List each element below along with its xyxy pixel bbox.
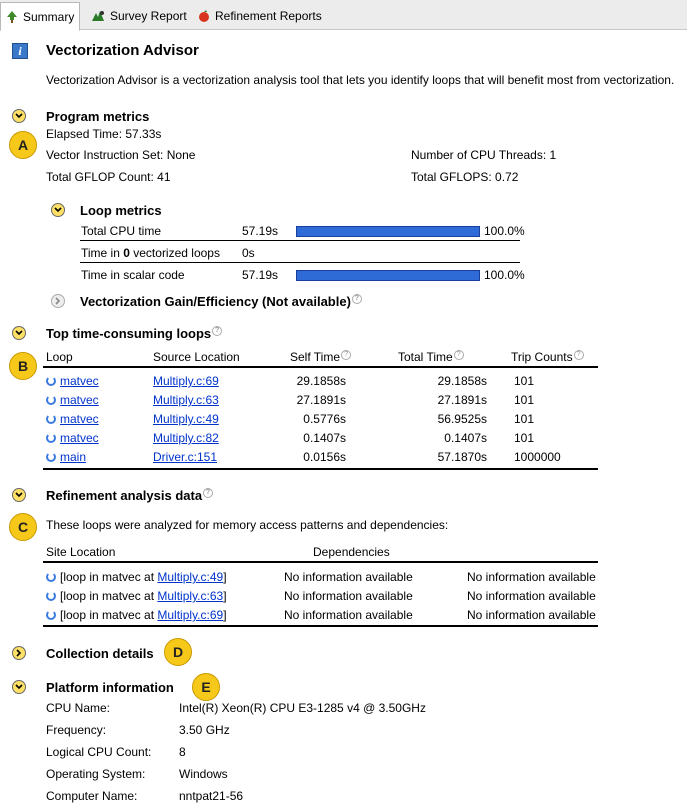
chevron-down-icon — [15, 684, 23, 690]
loop-link[interactable]: matvec — [46, 431, 99, 445]
platform-value: 3.50 GHz — [179, 723, 230, 737]
memory-access-cell: No information available — [467, 570, 596, 584]
loop-icon — [46, 452, 56, 462]
platform-title: Platform information — [46, 680, 174, 695]
vectorization-gain-toggle[interactable] — [51, 294, 65, 308]
column-header-site-location: Site Location — [46, 545, 116, 559]
column-header-self-time[interactable]: Self Time ? — [290, 350, 351, 364]
loop-link[interactable]: matvec — [46, 374, 99, 388]
source-location-link[interactable]: Multiply.c:63 — [153, 393, 219, 407]
callout-badge-c: C — [9, 513, 37, 541]
tab-bar — [0, 0, 687, 30]
total-time-cell: 56.9525s — [437, 412, 487, 426]
platform-label: Computer Name: — [46, 789, 138, 803]
loop-metric-value: 57.19s — [242, 224, 279, 238]
column-header-trip-counts[interactable]: Trip Counts ? — [511, 350, 584, 364]
table-footer-rule — [43, 625, 598, 627]
loop-icon — [46, 610, 56, 620]
source-location-link[interactable]: Multiply.c:69 — [157, 608, 224, 622]
help-icon[interactable]: ? — [341, 350, 351, 360]
info-icon: i — [12, 43, 28, 59]
cpu-threads: Number of CPU Threads: 1 — [411, 148, 557, 162]
chevron-right-icon — [55, 297, 61, 305]
loop-metric-value: 0s — [242, 246, 255, 260]
help-icon[interactable]: ? — [574, 350, 584, 360]
total-gflops: Total GFLOPS: 0.72 — [411, 170, 519, 184]
total-time-cell: 27.1891s — [437, 393, 487, 407]
callout-badge-d: D — [164, 638, 192, 666]
tree-icon — [5, 10, 19, 24]
source-location-link[interactable]: Multiply.c:49 — [153, 412, 219, 426]
self-time-cell: 29.1858s — [296, 374, 346, 388]
source-location-link[interactable]: Multiply.c:82 — [153, 431, 219, 445]
source-location-link[interactable]: Multiply.c:49 — [157, 570, 224, 584]
self-time-cell: 0.0156s — [303, 450, 346, 464]
table-header-rule — [43, 366, 598, 368]
platform-value: 8 — [179, 745, 186, 759]
chevron-down-icon — [54, 207, 62, 213]
collection-details-toggle[interactable] — [12, 646, 26, 660]
loop-metric-label: Time in 0 vectorized loops — [81, 246, 220, 260]
chevron-down-icon — [15, 492, 23, 498]
page-title: Vectorization Advisor — [46, 42, 199, 59]
help-icon[interactable]: ? — [454, 350, 464, 360]
platform-label: Frequency: — [46, 723, 107, 737]
loop-metric-percent: 100.0% — [484, 268, 525, 282]
trip-counts-cell: 1000000 — [514, 450, 561, 464]
self-time-cell: 0.1407s — [303, 431, 346, 445]
program-metrics-title: Program metrics — [46, 109, 150, 124]
platform-label: CPU Name: — [46, 701, 111, 715]
vector-instruction-set: Vector Instruction Set: None — [46, 148, 196, 162]
callout-badge-e: E — [192, 673, 220, 701]
platform-label: Logical CPU Count: — [46, 745, 152, 759]
loop-icon — [46, 572, 56, 582]
column-header-loop: Loop — [46, 350, 73, 364]
tab-refinement-reports[interactable] — [193, 3, 328, 28]
top-loops-title: Top time-consuming loops ? — [46, 326, 222, 341]
table-header-rule — [43, 561, 598, 563]
loop-metrics-toggle[interactable] — [51, 203, 65, 217]
callout-badge-a: A — [9, 131, 37, 159]
help-icon[interactable]: ? — [212, 326, 222, 336]
trip-counts-cell: 101 — [514, 412, 535, 426]
loop-metric-value: 57.19s — [242, 268, 279, 282]
loop-icon — [46, 433, 56, 443]
platform-value: Windows — [179, 767, 228, 781]
total-time-cell: 29.1858s — [437, 374, 487, 388]
loop-metric-bar — [296, 270, 480, 281]
tab-summary[interactable] — [0, 2, 80, 31]
divider — [80, 240, 520, 241]
loop-metric-bar — [296, 226, 480, 237]
column-header-source: Source Location — [153, 350, 240, 364]
refinement-description: These loops were analyzed for memory access patterns and dependencies: — [46, 518, 449, 532]
chevron-right-icon — [16, 649, 22, 657]
tab-survey-report-label: Survey Report — [110, 8, 187, 23]
trip-counts-cell: 101 — [514, 393, 535, 407]
help-icon[interactable]: ? — [203, 488, 213, 498]
callout-badge-b: B — [9, 352, 37, 380]
platform-label: Operating System: — [46, 767, 146, 781]
source-location-link[interactable]: Multiply.c:63 — [157, 589, 224, 603]
divider — [80, 262, 520, 263]
loop-icon — [46, 591, 56, 601]
survey-icon — [90, 9, 106, 23]
trip-counts-cell: 101 — [514, 431, 535, 445]
tab-summary-label: Summary — [23, 9, 75, 24]
memory-access-cell: No information available — [467, 589, 596, 603]
site-location-cell: [loop in matvec at Multiply.c:49] — [46, 570, 227, 584]
table-footer-rule — [43, 468, 598, 470]
dependencies-cell: No information available — [284, 589, 413, 603]
top-loops-toggle[interactable] — [12, 326, 26, 340]
elapsed-time: Elapsed Time: 57.33s — [46, 127, 162, 141]
program-metrics-toggle[interactable] — [12, 109, 26, 123]
help-icon[interactable]: ? — [352, 294, 362, 304]
loop-link[interactable]: matvec — [46, 393, 99, 407]
total-time-cell: 0.1407s — [444, 431, 487, 445]
page-description: Vectorization Advisor is a vectorization analysis tool that lets you identify loops that will benefit most from vectorization. — [46, 73, 675, 87]
loop-icon — [46, 414, 56, 424]
loop-metric-label: Total CPU time — [81, 224, 162, 238]
trip-counts-cell: 101 — [514, 374, 535, 388]
memory-access-cell: No information available — [467, 608, 596, 622]
platform-value: nntpat21-56 — [179, 789, 244, 803]
self-time-cell: 0.5776s — [303, 412, 346, 426]
column-header-dependencies: Dependencies — [313, 545, 390, 559]
site-location-cell: [loop in matvec at Multiply.c:63] — [46, 589, 227, 603]
loop-icon — [46, 376, 56, 386]
dependencies-cell: No information available — [284, 608, 413, 622]
vectorization-gain-title: Vectorization Gain/Efficiency (Not available) ? — [80, 294, 362, 309]
platform-toggle[interactable] — [12, 680, 26, 694]
column-header-total-time[interactable]: Total Time ? — [398, 350, 464, 364]
dependencies-cell: No information available — [284, 570, 413, 584]
chevron-down-icon — [15, 113, 23, 119]
loop-icon — [46, 395, 56, 405]
loop-link[interactable]: main — [46, 450, 86, 464]
refinement-icon — [197, 9, 211, 23]
loop-metric-percent: 100.0% — [484, 224, 525, 238]
collection-details-title: Collection details — [46, 646, 154, 661]
loop-link[interactable]: matvec — [46, 412, 99, 426]
self-time-cell: 27.1891s — [296, 393, 346, 407]
platform-value: Intel(R) Xeon(R) CPU E3-1285 v4 @ 3.50GHz — [179, 701, 426, 715]
refinement-title: Refinement analysis data ? — [46, 488, 213, 503]
tab-refinement-reports-label: Refinement Reports — [215, 8, 322, 23]
tab-survey-report[interactable] — [86, 3, 190, 28]
loop-metrics-title: Loop metrics — [80, 203, 162, 218]
total-gflop-count: Total GFLOP Count: 41 — [46, 170, 171, 184]
total-time-cell: 57.1870s — [437, 450, 487, 464]
source-location-link[interactable]: Driver.c:151 — [153, 450, 218, 464]
chevron-down-icon — [15, 330, 23, 336]
refinement-toggle[interactable] — [12, 488, 26, 502]
loop-metric-label: Time in scalar code — [81, 268, 185, 282]
source-location-link[interactable]: Multiply.c:69 — [153, 374, 219, 388]
site-location-cell: [loop in matvec at Multiply.c:69] — [46, 608, 227, 622]
